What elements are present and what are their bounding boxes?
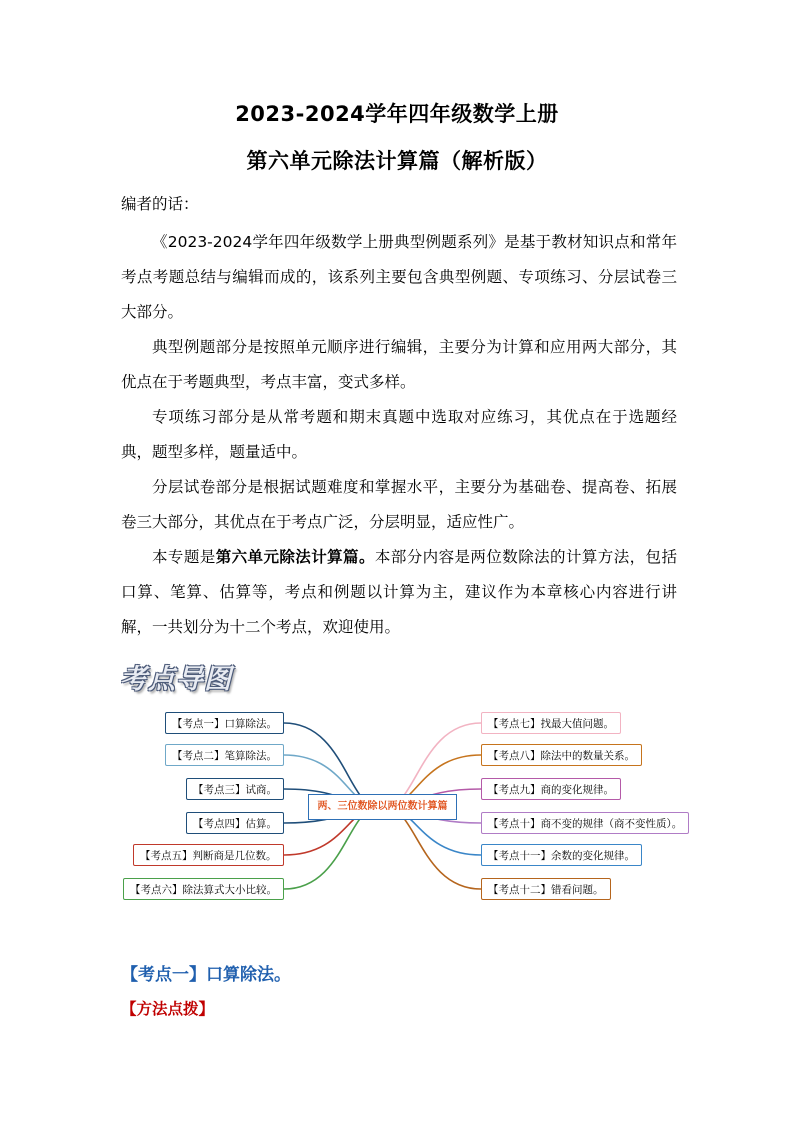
paragraph-tiered-tests: 分层试卷部分是根据试题难度和掌握水平，主要分为基础卷、提高卷、拓展卷三大部分，其优点在于考点广泛，分层明显，适应性广。 (121, 478, 677, 531)
paragraph-series-intro: 《2023-2024学年四年级数学上册典型例题系列》是基于教材知识点和常年考点考题总结与编辑而成的，该系列主要包含典型例题、专项练习、分层试卷三大部分。 (121, 233, 677, 321)
document-subtitle: 第六单元除法计算篇（解析版） (246, 149, 548, 173)
editor-note-label: 编者的话： (121, 195, 199, 213)
mindmap-node-right-1: 【考点七】找最大值问题。 (481, 712, 621, 734)
mindmap-node-left-3: 【考点三】试商。 (186, 778, 284, 800)
mindmap-node-right-4: 【考点十】商不变的规律（商不变性质）。 (481, 812, 689, 834)
mindmap (0, 700, 794, 910)
paragraph-practice: 专项练习部分是从常考题和期末真题中选取对应练习，其优点在于选题经典，题型多样，题量适中。 (121, 408, 677, 461)
mindmap-heading: 考点导图 (120, 664, 232, 695)
mindmap-node-right-5: 【考点十一】余数的变化规律。 (481, 844, 642, 866)
mindmap-node-right-6: 【考点十二】错看问题。 (481, 878, 611, 900)
topic-summary-prefix: 本专题是 (152, 548, 216, 566)
mindmap-node-right-3: 【考点九】商的变化规律。 (481, 778, 621, 800)
mindmap-node-left-4: 【考点四】估算。 (186, 812, 284, 834)
mindmap-node-left-5: 【考点五】判断商是几位数。 (133, 844, 284, 866)
document-title: 2023-2024学年四年级数学上册 (235, 102, 559, 126)
mindmap-node-left-1: 【考点一】口算除法。 (165, 712, 284, 734)
mindmap-center-node: 两、三位数除以两位数计算篇 (308, 794, 457, 820)
paragraph-topic-summary (121, 540, 677, 645)
mindmap-node-left-2: 【考点二】笔算除法。 (165, 744, 284, 766)
topic-summary-rest: 本部分内容是两位数除法的计算方法，包括口算、笔算、估算等，考点和例题以计算为主，建议作为本章核心内容进行讲解，一共划分为十二个考点，欢迎使用。 (121, 548, 677, 636)
mindmap-node-right-2: 【考点八】除法中的数量关系。 (481, 744, 642, 766)
mindmap-node-left-6: 【考点六】除法算式大小比较。 (123, 878, 284, 900)
method-heading: 【方法点拨】 (121, 1000, 215, 1018)
paragraph-typical-examples: 典型例题部分是按照单元顺序进行编辑，主要分为计算和应用两大部分，其优点在于考题典型，考点丰富，变式多样。 (121, 338, 677, 391)
section-heading: 【考点一】口算除法。 (121, 965, 291, 985)
topic-summary-highlight: 第六单元除法计算篇。 (215, 548, 375, 566)
